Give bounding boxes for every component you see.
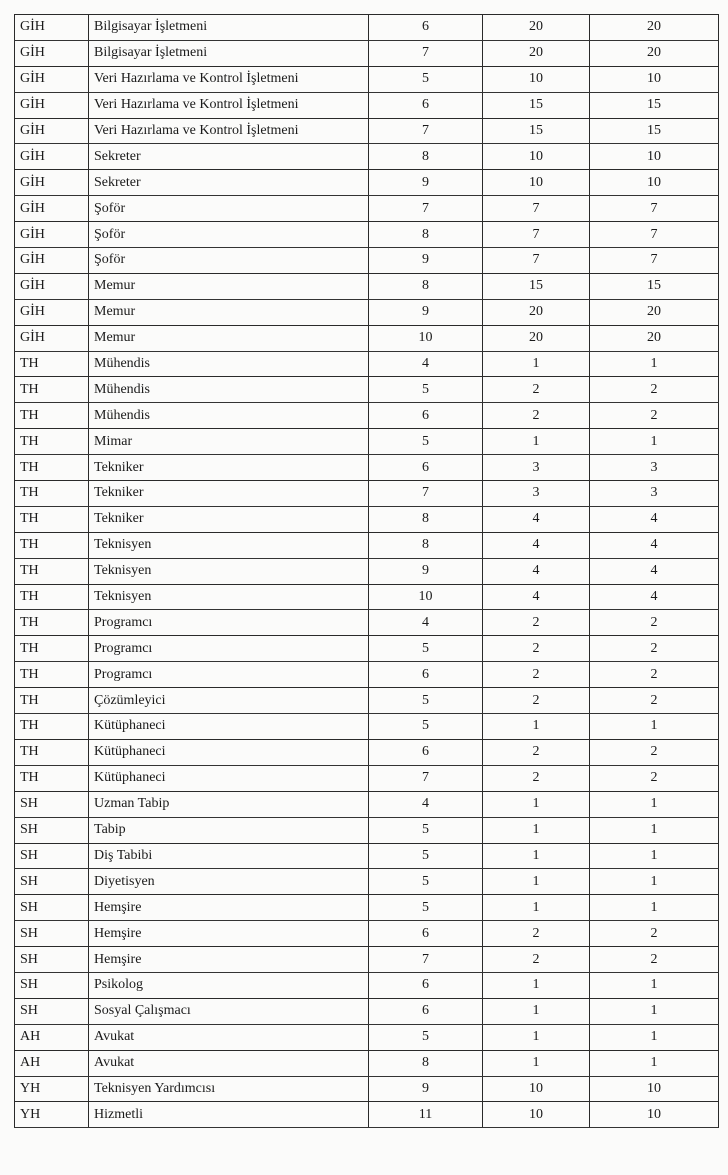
title-cell: Bilgisayar İşletmeni [89, 40, 369, 66]
table-row [15, 170, 719, 196]
title-cell: Programcı [89, 662, 369, 688]
count-cell: 2 [483, 921, 590, 947]
count-cell: 1 [483, 1024, 590, 1050]
count-cell: 4 [483, 532, 590, 558]
count-cell: 2 [483, 610, 590, 636]
total-cell: 2 [590, 662, 719, 688]
class-cell: GİH [15, 299, 89, 325]
count-cell: 2 [483, 662, 590, 688]
total-cell: 2 [590, 610, 719, 636]
table-row [15, 273, 719, 299]
grade-cell: 7 [369, 947, 483, 973]
class-cell: TH [15, 506, 89, 532]
grade-cell: 8 [369, 506, 483, 532]
class-cell: TH [15, 765, 89, 791]
table-row [15, 481, 719, 507]
table-row [15, 1076, 719, 1102]
grade-cell: 5 [369, 895, 483, 921]
total-cell: 1 [590, 791, 719, 817]
class-cell: TH [15, 481, 89, 507]
total-cell: 1 [590, 1050, 719, 1076]
class-cell: TH [15, 377, 89, 403]
class-cell: AH [15, 1024, 89, 1050]
grade-cell: 5 [369, 636, 483, 662]
class-cell: TH [15, 636, 89, 662]
count-cell: 1 [483, 895, 590, 921]
count-cell: 4 [483, 584, 590, 610]
count-cell: 3 [483, 481, 590, 507]
class-cell: GİH [15, 196, 89, 222]
total-cell: 3 [590, 481, 719, 507]
grade-cell: 9 [369, 170, 483, 196]
grade-cell: 5 [369, 1024, 483, 1050]
class-cell: GİH [15, 248, 89, 274]
grade-cell: 6 [369, 739, 483, 765]
total-cell: 2 [590, 947, 719, 973]
table-row [15, 92, 719, 118]
count-cell: 10 [483, 144, 590, 170]
total-cell: 4 [590, 506, 719, 532]
class-cell: TH [15, 584, 89, 610]
table-row [15, 843, 719, 869]
grade-cell: 6 [369, 998, 483, 1024]
staff-table [14, 14, 719, 1128]
class-cell: YH [15, 1102, 89, 1128]
count-cell: 20 [483, 40, 590, 66]
class-cell: GİH [15, 170, 89, 196]
grade-cell: 8 [369, 144, 483, 170]
grade-cell: 5 [369, 688, 483, 714]
grade-cell: 5 [369, 817, 483, 843]
title-cell: Uzman Tabip [89, 791, 369, 817]
grade-cell: 6 [369, 662, 483, 688]
grade-cell: 11 [369, 1102, 483, 1128]
class-cell: GİH [15, 273, 89, 299]
total-cell: 20 [590, 15, 719, 41]
class-cell: SH [15, 791, 89, 817]
title-cell: Hemşire [89, 921, 369, 947]
title-cell: Veri Hazırlama ve Kontrol İşletmeni [89, 66, 369, 92]
grade-cell: 5 [369, 714, 483, 740]
total-cell: 10 [590, 144, 719, 170]
table-row [15, 1102, 719, 1128]
class-cell: TH [15, 739, 89, 765]
class-cell: GİH [15, 325, 89, 351]
total-cell: 4 [590, 558, 719, 584]
class-cell: SH [15, 998, 89, 1024]
table-row [15, 947, 719, 973]
total-cell: 1 [590, 998, 719, 1024]
table-row [15, 118, 719, 144]
class-cell: GİH [15, 15, 89, 41]
table-row [15, 688, 719, 714]
title-cell: Sosyal Çalışmacı [89, 998, 369, 1024]
grade-cell: 7 [369, 481, 483, 507]
table-row [15, 15, 719, 41]
title-cell: Tekniker [89, 481, 369, 507]
table-row [15, 869, 719, 895]
count-cell: 10 [483, 170, 590, 196]
count-cell: 7 [483, 196, 590, 222]
grade-cell: 7 [369, 196, 483, 222]
title-cell: Memur [89, 325, 369, 351]
table-row [15, 196, 719, 222]
table-row [15, 403, 719, 429]
grade-cell: 6 [369, 92, 483, 118]
total-cell: 3 [590, 455, 719, 481]
total-cell: 1 [590, 843, 719, 869]
total-cell: 15 [590, 92, 719, 118]
title-cell: Teknisyen [89, 584, 369, 610]
count-cell: 2 [483, 947, 590, 973]
total-cell: 10 [590, 1102, 719, 1128]
table-row [15, 40, 719, 66]
title-cell: Avukat [89, 1050, 369, 1076]
grade-cell: 4 [369, 351, 483, 377]
total-cell: 7 [590, 248, 719, 274]
count-cell: 1 [483, 998, 590, 1024]
table-row [15, 610, 719, 636]
total-cell: 10 [590, 66, 719, 92]
count-cell: 7 [483, 248, 590, 274]
grade-cell: 4 [369, 791, 483, 817]
count-cell: 1 [483, 869, 590, 895]
grade-cell: 7 [369, 765, 483, 791]
grade-cell: 5 [369, 869, 483, 895]
count-cell: 1 [483, 429, 590, 455]
grade-cell: 8 [369, 1050, 483, 1076]
title-cell: Çözümleyici [89, 688, 369, 714]
grade-cell: 9 [369, 248, 483, 274]
total-cell: 1 [590, 817, 719, 843]
total-cell: 2 [590, 688, 719, 714]
total-cell: 1 [590, 714, 719, 740]
title-cell: Mühendis [89, 403, 369, 429]
count-cell: 10 [483, 1102, 590, 1128]
table-row [15, 248, 719, 274]
grade-cell: 6 [369, 972, 483, 998]
count-cell: 2 [483, 377, 590, 403]
table-row [15, 325, 719, 351]
table-row [15, 558, 719, 584]
class-cell: TH [15, 714, 89, 740]
table-row [15, 584, 719, 610]
title-cell: Programcı [89, 610, 369, 636]
class-cell: TH [15, 351, 89, 377]
grade-cell: 6 [369, 921, 483, 947]
table-row [15, 351, 719, 377]
grade-cell: 6 [369, 15, 483, 41]
grade-cell: 5 [369, 429, 483, 455]
count-cell: 2 [483, 765, 590, 791]
title-cell: Avukat [89, 1024, 369, 1050]
title-cell: Hemşire [89, 947, 369, 973]
count-cell: 1 [483, 714, 590, 740]
grade-cell: 7 [369, 118, 483, 144]
class-cell: SH [15, 921, 89, 947]
title-cell: Mühendis [89, 351, 369, 377]
title-cell: Kütüphaneci [89, 714, 369, 740]
class-cell: TH [15, 532, 89, 558]
total-cell: 2 [590, 739, 719, 765]
table-row [15, 1024, 719, 1050]
table-row [15, 636, 719, 662]
count-cell: 4 [483, 506, 590, 532]
count-cell: 4 [483, 558, 590, 584]
count-cell: 1 [483, 1050, 590, 1076]
count-cell: 1 [483, 351, 590, 377]
grade-cell: 6 [369, 403, 483, 429]
count-cell: 15 [483, 92, 590, 118]
total-cell: 1 [590, 972, 719, 998]
table-row [15, 921, 719, 947]
count-cell: 2 [483, 403, 590, 429]
title-cell: Kütüphaneci [89, 739, 369, 765]
total-cell: 1 [590, 895, 719, 921]
total-cell: 15 [590, 273, 719, 299]
class-cell: SH [15, 947, 89, 973]
class-cell: TH [15, 429, 89, 455]
grade-cell: 9 [369, 299, 483, 325]
title-cell: Veri Hazırlama ve Kontrol İşletmeni [89, 92, 369, 118]
total-cell: 10 [590, 1076, 719, 1102]
title-cell: Programcı [89, 636, 369, 662]
table-row [15, 998, 719, 1024]
count-cell: 15 [483, 118, 590, 144]
total-cell: 2 [590, 765, 719, 791]
title-cell: Diyetisyen [89, 869, 369, 895]
table-row [15, 714, 719, 740]
total-cell: 20 [590, 40, 719, 66]
class-cell: YH [15, 1076, 89, 1102]
table-row [15, 144, 719, 170]
total-cell: 1 [590, 869, 719, 895]
class-cell: GİH [15, 92, 89, 118]
title-cell: Sekreter [89, 144, 369, 170]
count-cell: 2 [483, 636, 590, 662]
class-cell: GİH [15, 66, 89, 92]
title-cell: Tekniker [89, 455, 369, 481]
title-cell: Bilgisayar İşletmeni [89, 15, 369, 41]
count-cell: 10 [483, 1076, 590, 1102]
total-cell: 20 [590, 299, 719, 325]
class-cell: GİH [15, 144, 89, 170]
staff-table-body [15, 15, 719, 1128]
table-row [15, 377, 719, 403]
total-cell: 15 [590, 118, 719, 144]
class-cell: TH [15, 558, 89, 584]
total-cell: 4 [590, 584, 719, 610]
grade-cell: 9 [369, 558, 483, 584]
class-cell: SH [15, 817, 89, 843]
total-cell: 20 [590, 325, 719, 351]
table-row [15, 817, 719, 843]
total-cell: 2 [590, 636, 719, 662]
total-cell: 7 [590, 196, 719, 222]
title-cell: Teknisyen [89, 532, 369, 558]
title-cell: Kütüphaneci [89, 765, 369, 791]
count-cell: 20 [483, 325, 590, 351]
class-cell: TH [15, 662, 89, 688]
count-cell: 1 [483, 972, 590, 998]
title-cell: Teknisyen [89, 558, 369, 584]
count-cell: 2 [483, 739, 590, 765]
title-cell: Veri Hazırlama ve Kontrol İşletmeni [89, 118, 369, 144]
title-cell: Şoför [89, 196, 369, 222]
title-cell: Şoför [89, 222, 369, 248]
class-cell: SH [15, 972, 89, 998]
grade-cell: 6 [369, 455, 483, 481]
table-row [15, 972, 719, 998]
total-cell: 4 [590, 532, 719, 558]
class-cell: GİH [15, 222, 89, 248]
table-row [15, 222, 719, 248]
class-cell: TH [15, 403, 89, 429]
table-row [15, 429, 719, 455]
total-cell: 2 [590, 403, 719, 429]
grade-cell: 8 [369, 532, 483, 558]
table-row [15, 662, 719, 688]
title-cell: Mimar [89, 429, 369, 455]
count-cell: 10 [483, 66, 590, 92]
title-cell: Teknisyen Yardımcısı [89, 1076, 369, 1102]
title-cell: Hizmetli [89, 1102, 369, 1128]
count-cell: 20 [483, 299, 590, 325]
count-cell: 20 [483, 15, 590, 41]
grade-cell: 8 [369, 273, 483, 299]
count-cell: 3 [483, 455, 590, 481]
table-row [15, 532, 719, 558]
count-cell: 7 [483, 222, 590, 248]
total-cell: 1 [590, 1024, 719, 1050]
table-row [15, 299, 719, 325]
count-cell: 1 [483, 843, 590, 869]
count-cell: 2 [483, 688, 590, 714]
class-cell: GİH [15, 40, 89, 66]
total-cell: 2 [590, 921, 719, 947]
grade-cell: 8 [369, 222, 483, 248]
class-cell: AH [15, 1050, 89, 1076]
grade-cell: 5 [369, 66, 483, 92]
total-cell: 10 [590, 170, 719, 196]
table-row [15, 506, 719, 532]
title-cell: Mühendis [89, 377, 369, 403]
title-cell: Memur [89, 299, 369, 325]
title-cell: Tekniker [89, 506, 369, 532]
title-cell: Memur [89, 273, 369, 299]
grade-cell: 4 [369, 610, 483, 636]
total-cell: 2 [590, 377, 719, 403]
total-cell: 7 [590, 222, 719, 248]
total-cell: 1 [590, 429, 719, 455]
class-cell: GİH [15, 118, 89, 144]
title-cell: Diş Tabibi [89, 843, 369, 869]
title-cell: Psikolog [89, 972, 369, 998]
grade-cell: 10 [369, 584, 483, 610]
count-cell: 1 [483, 817, 590, 843]
table-row [15, 66, 719, 92]
table-row [15, 791, 719, 817]
count-cell: 15 [483, 273, 590, 299]
table-row [15, 739, 719, 765]
class-cell: TH [15, 455, 89, 481]
class-cell: SH [15, 843, 89, 869]
grade-cell: 9 [369, 1076, 483, 1102]
grade-cell: 5 [369, 377, 483, 403]
grade-cell: 7 [369, 40, 483, 66]
total-cell: 1 [590, 351, 719, 377]
table-row [15, 765, 719, 791]
class-cell: TH [15, 610, 89, 636]
count-cell: 1 [483, 791, 590, 817]
table-row [15, 455, 719, 481]
class-cell: TH [15, 688, 89, 714]
title-cell: Şoför [89, 248, 369, 274]
grade-cell: 10 [369, 325, 483, 351]
table-row [15, 895, 719, 921]
class-cell: SH [15, 869, 89, 895]
title-cell: Hemşire [89, 895, 369, 921]
table-row [15, 1050, 719, 1076]
class-cell: SH [15, 895, 89, 921]
grade-cell: 5 [369, 843, 483, 869]
title-cell: Tabip [89, 817, 369, 843]
title-cell: Sekreter [89, 170, 369, 196]
